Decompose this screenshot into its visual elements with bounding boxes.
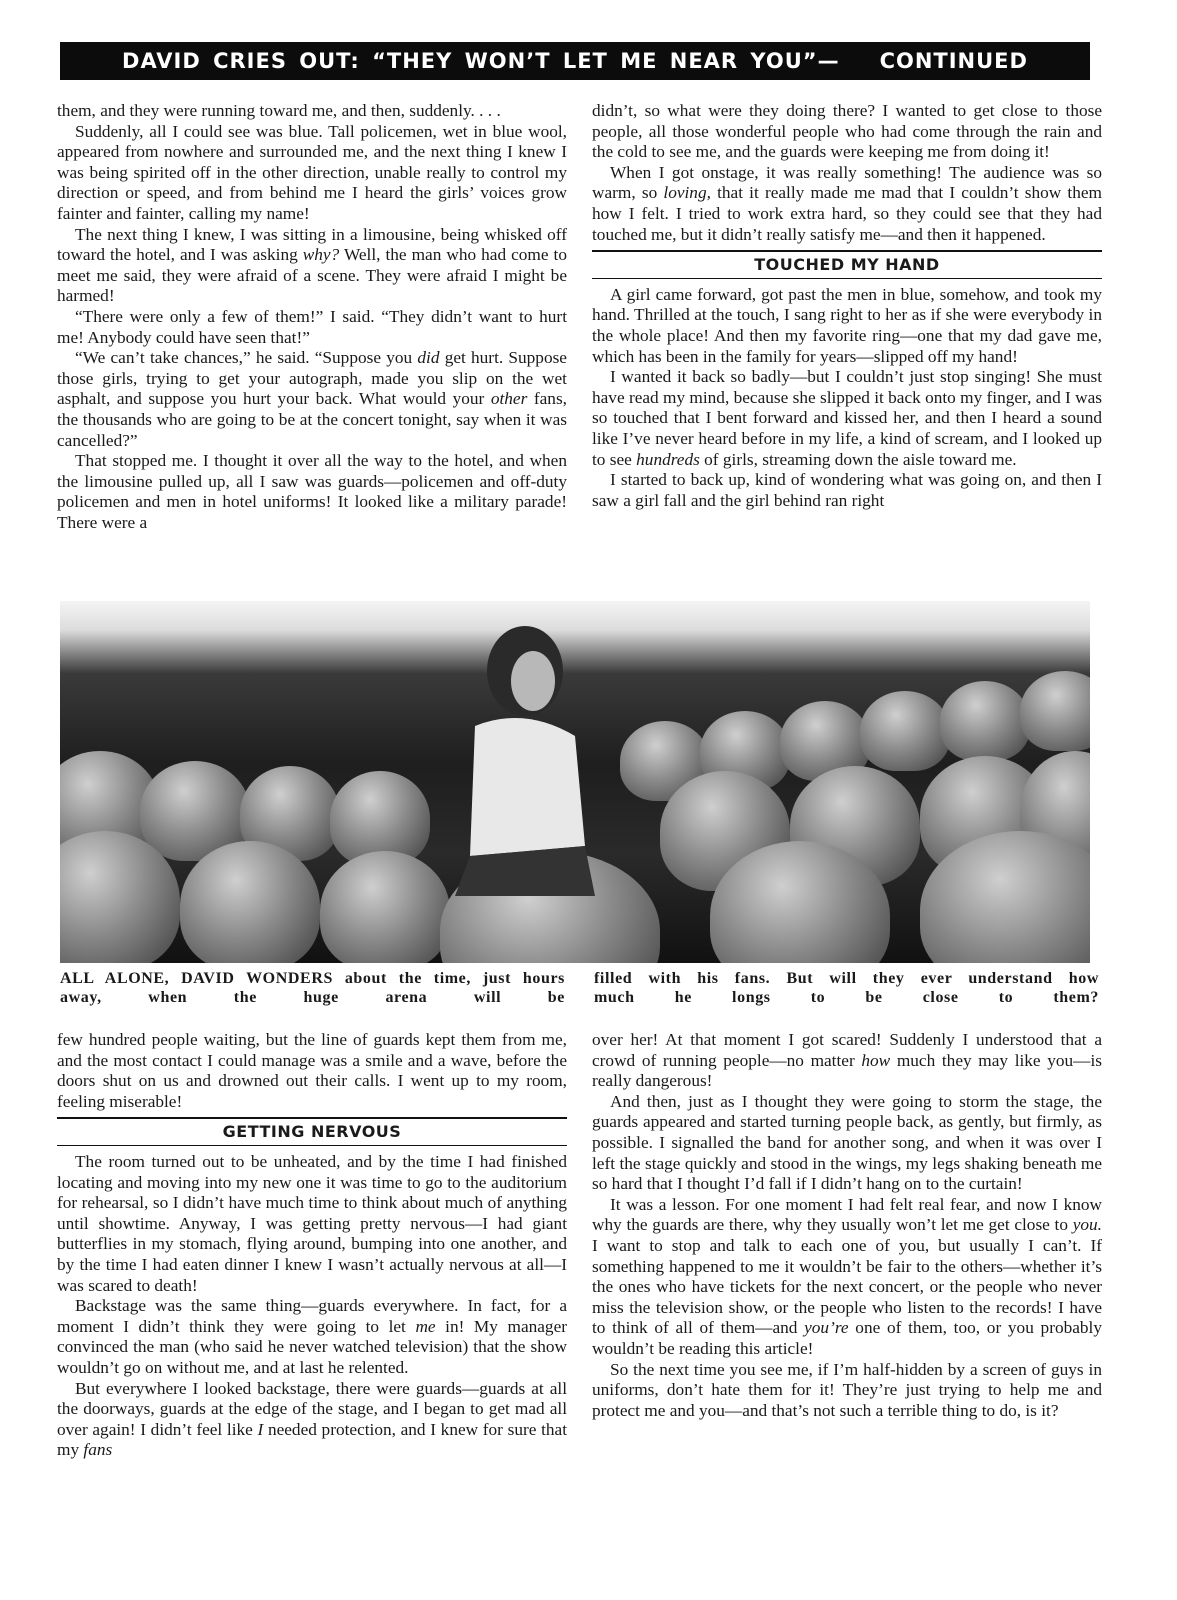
text-column-bottom-left	[57, 1030, 567, 1461]
text-run: that it really made me mad that I couldn’t show them how I felt. I tried to work extra hard, so they could see that they had touched me, but it didn’t really satisfy me—and then it happened.	[592, 183, 1102, 244]
text-run: over her! At that moment I got scared! Suddenly I understood that a crowd of running people—no matter	[592, 1030, 1102, 1070]
text-run: one of them, too, or you probably wouldn’t be reading this article!	[592, 1318, 1102, 1358]
emphasized-text: you.	[1072, 1215, 1102, 1235]
text-run: The room turned out to be unheated, and by the time I had finished locating and moving into my new one it was time to go to the auditorium for rehearsal, so I didn’t have much time to think about much of anything until showtime. Anyway, I was getting pretty nervous—I had giant butterflies in my stomach, flying around, bumping into one another, and by the time I had eaten dinner I knew I wasn’t actually nervous at all—I was scared to death!	[57, 1151, 567, 1295]
text-run: A girl came forward, got past the men in blue, somehow, and took my hand. Thrilled at the touch, I sang right to her as if she were everybody in the whole place! And then my favorite ring—one that my dad gave me, which has been in the family for years—slipped off my hand!	[592, 284, 1102, 366]
text-run: fans, the thousands who are going to be at the concert tonight, say when it was cancelled?”	[57, 389, 567, 450]
text-run: Well, the man who had come to meet me said, they were afraid of a scene. They were afraid I might be harmed!	[57, 245, 567, 306]
article-paragraph	[592, 163, 1102, 245]
text-column-bottom-right	[592, 1030, 1102, 1421]
article-paragraph	[57, 101, 567, 122]
article-paragraph	[57, 451, 567, 533]
article-paragraph	[592, 1030, 1102, 1092]
text-run: few hundred people waiting, but the line of guards kept them from me, and the most contact I could manage was a smile and a wave, before the doors shut on us and drowned out their calls. I went up to my room, feeling miserable!	[57, 1030, 567, 1111]
text-run: When I got onstage, it was really something! The audience was so warm, so	[592, 162, 1102, 203]
article-paragraph	[57, 348, 567, 451]
text-run: I started to back up, kind of wondering what was going on, and then I saw a girl fall and the girl behind ran right	[592, 470, 1102, 510]
text-run: Suddenly, all I could see was blue. Tall policemen, wet in blue wool, appeared from nowhere and surrounded me, and the next thing I knew I was being spirited off in the other direction, unable really to control my direction or speed, and from behind me I heard the girls’ voices grow fainter and fainter, calling my name!	[57, 121, 567, 223]
emphasized-text: hundreds	[636, 449, 700, 469]
text-run: The next thing I knew, I was sitting in a limousine, being whisked off toward the hotel, and I was asking	[57, 224, 567, 265]
article-paragraph	[57, 1030, 567, 1112]
text-run: It was a lesson. For one moment I had felt real fear, and now I know why the guards are there, why they usually won’t let me get close to	[592, 1194, 1102, 1235]
text-run: needed protection, and I knew for sure that my	[57, 1419, 568, 1460]
article-title: DAVID CRIES OUT: “THEY WON’T LET ME NEAR YOU”—	[122, 49, 840, 73]
article-paragraph	[57, 1152, 567, 1296]
text-run: I want to stop and talk to each one of you, but usually I can’t. If something happened to me it wouldn’t be fair to the others—whether it’s the ones who have tickets for the next concert, or the people who never miss the television show, or the people who listen to the records! I have to think of all of them—and	[592, 1235, 1102, 1338]
text-run: “We can’t take chances,” he said. “Suppose you	[75, 348, 418, 368]
article-paragraph	[592, 1360, 1102, 1422]
seated-person-figure	[455, 626, 595, 896]
continued-label: CONTINUED	[879, 49, 1028, 73]
text-run: didn’t, so what were they doing there? I wanted to get close to those people, all those wonderful people who had come through the rain and the cold to see me, and the guards were keeping me from doing it!	[592, 101, 1102, 162]
article-paragraph	[592, 101, 1102, 163]
photo-caption-right: filled with his fans. But will they ever understand how much he longs to be close to them?	[594, 970, 1099, 1006]
article-paragraph	[592, 470, 1102, 511]
text-run: “There were only a few of them!” I said. “They didn’t want to hurt me! Anybody could have seen that!”	[57, 306, 567, 347]
text-run: of girls, streaming down the aisle toward me.	[699, 449, 1017, 469]
text-run: And then, just as I thought they were going to storm the stage, the guards appeared and started turning people back, as gently, but firmly, as possible. I signalled the band for another song, and when it was over I left the stage quickly and stood in the wings, my legs shaking beneath me so hard that I thought I’d fall if I didn’t hang on to the curtain!	[592, 1091, 1102, 1194]
article-paragraph	[592, 1195, 1102, 1360]
emphasized-text: loving,	[663, 183, 711, 203]
article-paragraph	[592, 1092, 1102, 1195]
article-header-bar	[60, 42, 1090, 80]
text-run: in! My manager convinced the man (who said he never watched television) that the show wouldn’t go on without me, and at last he relented.	[57, 1316, 567, 1377]
emphasized-text: other	[490, 389, 528, 409]
article-paragraph	[592, 285, 1102, 367]
photo-caption-left: ALL ALONE, DAVID WONDERS about the time, just hours away, when the huge arena will be	[60, 970, 565, 1006]
article-paragraph	[57, 225, 567, 307]
article-paragraph	[57, 1379, 567, 1461]
text-column-top-left	[57, 101, 567, 533]
emphasized-text: how	[861, 1050, 891, 1070]
text-run: I wanted it back so badly—but I couldn’t just stop singing! She must have read my mind, because she slipped it back onto my finger, and I was so touched that I bent forward and kissed her, and then I heard a sound like I’ve never heard before in my life, a kind of scream, and I looked up to see	[592, 367, 1102, 469]
text-run: But everywhere I looked backstage, there were guards—guards at all the doorways, guards at the edge of the stage, and I began to get mad all over again! I didn’t feel like	[57, 1378, 567, 1439]
emphasized-text: you’re	[804, 1318, 849, 1338]
text-run: get hurt. Suppose those girls, trying to get your autograph, made you slip on the wet asphalt, and suppose you hurt your back. What would your	[57, 348, 567, 409]
section-subheading: TOUCHED MY HAND	[592, 250, 1102, 279]
article-paragraph	[57, 1296, 567, 1378]
article-paragraph	[592, 367, 1102, 470]
section-subheading: GETTING NERVOUS	[57, 1117, 567, 1146]
emphasized-text: fans	[83, 1440, 113, 1460]
article-paragraph	[57, 307, 567, 348]
text-run: them, and they were running toward me, and then, suddenly. . . .	[57, 101, 501, 120]
text-run: much they may like you—is really dangerous!	[592, 1050, 1102, 1091]
article-paragraph	[57, 122, 567, 225]
text-run: Backstage was the same thing—guards everywhere. In fact, for a moment I didn’t think they were going to let	[57, 1296, 567, 1336]
text-column-top-right	[592, 101, 1102, 511]
emphasized-text: me	[415, 1316, 436, 1336]
text-run: That stopped me. I thought it over all the way to the hotel, and when the limousine pulled up, all I saw was guards—policemen and off-duty policemen and men in hotel uniforms! It looked like a military parade! There were a	[57, 451, 567, 532]
emphasized-text: I	[257, 1419, 264, 1439]
emphasized-text: why?	[302, 245, 340, 265]
text-run: So the next time you see me, if I’m half-hidden by a screen of guys in uniforms, don’t hate them for it! They’re just trying to help me and protect me and you—and that’s not such a terrible thing to do, is it?	[592, 1359, 1102, 1420]
photo-david-in-empty-arena	[60, 601, 1090, 963]
emphasized-text: did	[417, 348, 440, 368]
